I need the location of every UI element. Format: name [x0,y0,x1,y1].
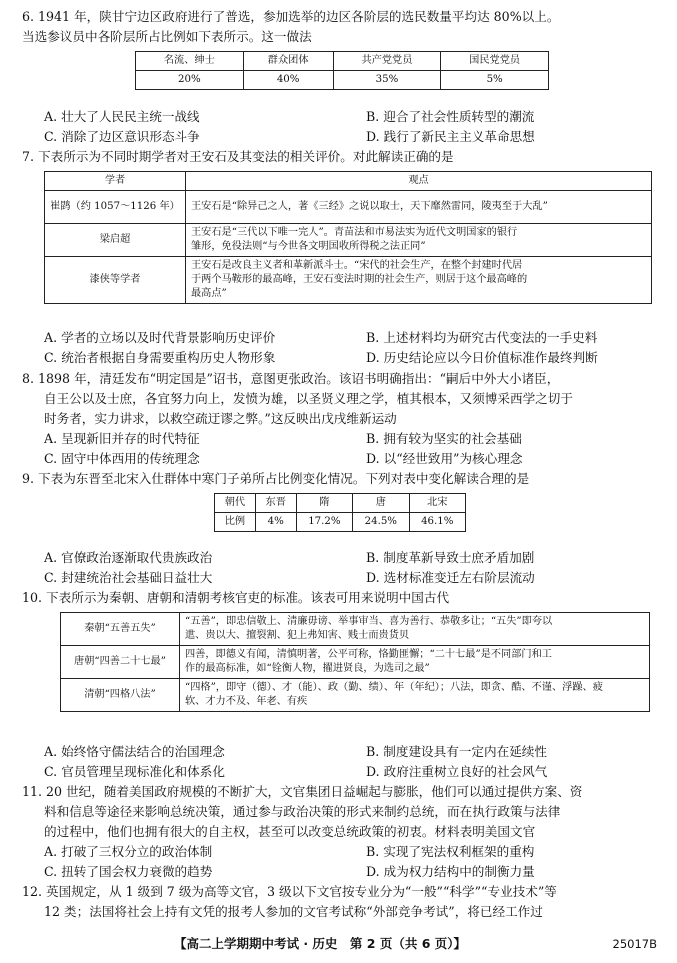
q9-value: 4% [255,513,296,532]
q10-standard-line: 迣、贵以大、擅裂割、犯上弗知害、贱士而贵货贝 [185,630,410,641]
q10-standard-line: “四格”，即守（德）、才（能）、政（勤、绩）、年（年纪）；八法，即贪、酷、不谨、浮躁、疲 [185,682,603,693]
q10-stem-line1: 10. 下表所示为秦朝、唐朝和清朝考核官吏的标准。该表可用来说明中国古代 [22,590,450,605]
footer-exam-code: 25017B [612,937,657,951]
q6-value: 40% [243,71,333,90]
q10-dynasty: 秦朝“五善五失” [61,613,180,646]
q7-header: 学者 [45,172,186,191]
q7-view-line: 雏形，免役法则“与今世各文明国收所得税之法正同” [191,241,426,252]
q6-value: 5% [441,71,549,90]
q10-table [60,612,650,712]
q6-header: 名流、绅士 [136,52,244,71]
q7-table [44,171,652,304]
q6-value: 20% [136,71,244,90]
q11-option-b[interactable]: B. 实现了宪法权利框架的重构 [366,844,535,859]
q9-header: 隋 [296,494,352,513]
q11-option-d[interactable]: D. 成为权力结构中的制衡力量 [366,864,535,879]
q12-stem-line1: 12. 英国规定，从 1 级到 7 级为高等文官，3 级以下文官按专业分为“一般”“科学”“专业技术”等 [22,884,557,899]
q7-stem-line1: 7. 下表所示为不同时期学者对王安石及其变法的相关评价。对此解读正确的是 [22,149,454,164]
q7-scholar: 崔鹍（约 1057～1126 年） [45,191,186,224]
q7-option-a[interactable]: A. 学者的立场以及时代背景影响历史评价 [44,330,276,345]
q9-value: 24.5% [353,513,409,532]
q6-value: 35% [333,71,441,90]
q8-stem-line3: 时务者，实力讲求，以救空疏迂谬之弊。”这反映出戊戌维新运动 [44,411,397,426]
q6-stem-line1: 6. 1941 年，陕甘宁边区政府进行了普选，参加选举的边区各阶层的选民数量平均达 80%以上。 [22,9,560,24]
q11-stem-line3: 的过程中，他们也拥有很大的自主权，甚至可以改变总统政策的初衷。材料表明美国文官 [44,824,536,839]
q11-stem-line1: 11. 20 世纪，随着美国政府规模的不断扩大，文官集团日益崛起与膨胀，他们可以通过提供方案、资 [22,784,583,799]
q7-view-line: 王安石是改良主义者和革新派斗士。“宋代的社会生产，在整个封建时代居 [191,260,523,271]
q9-value: 比例 [215,513,256,532]
q9-option-c[interactable]: C. 封建统治社会基础日益壮大 [44,570,213,585]
q6-header: 国民党党员 [441,52,549,71]
q6-option-b[interactable]: B. 迎合了社会性质转型的潮流 [366,109,535,124]
q10-standard-line: 软、才力不及、年老、有疾 [185,696,308,707]
q8-stem-line2: 自王公以及士庶，各宜努力向上，发愤为雄，以圣贤义理之学，植其根本，又须博采西学之切于 [44,391,573,406]
q11-option-c[interactable]: C. 扭转了国会权力衰微的趋势 [44,864,213,879]
q10-dynasty: 清朝“四格八法” [61,679,180,712]
q11-stem-line2: 料和信息等途径来影响总统决策，通过参与政治决策的形式来制约总统，而在执行政策与法律 [44,804,561,819]
q6-header: 群众团体 [243,52,333,71]
q10-dynasty: 唐朝“四善二十七最” [61,646,180,679]
q7-view-line: 王安石是“三代以下唯一完人”。青苗法和市易法实为近代文明国家的银行 [191,227,518,238]
q6-option-a[interactable]: A. 壮大了人民民主统一战线 [44,109,200,124]
q11-option-a[interactable]: A. 打破了三权分立的政治体制 [44,844,213,859]
q8-option-d[interactable]: D. 以“经世致用”为核心理念 [366,451,523,466]
q6-stem-line2: 当选参议员中各阶层所占比例如下表所示。这一做法 [22,29,312,44]
q10-standard-line: 作的最高标准，如“铨衡人物，擢进贤良，为选司之最” [185,663,430,674]
q9-table [214,493,466,532]
q10-option-d[interactable]: D. 政府注重树立良好的社会风气 [366,764,548,779]
q10-standard-line: 四善，即德义有闻，清慎明著，公平可称，恪勤匪懈；“二十七最”是不同部门和工 [185,649,552,660]
q8-stem-line1: 8. 1898 年，清廷发布“明定国是”诏书，意图更张政治。该诏书明确指出：“嗣后中外大小诸臣， [22,371,560,386]
q9-header: 唐 [353,494,409,513]
footer-page-info: 【高二上学期期中考试 · 历史 第 2 页（共 6 页）】 [173,936,466,951]
q10-option-c[interactable]: C. 官员管理呈现标准化和体系化 [44,764,225,779]
q7-scholar: 梁启超 [45,224,186,257]
q7-view-line: 最高点” [191,288,227,299]
q9-value: 17.2% [296,513,352,532]
q10-option-b[interactable]: B. 制度建设具有一定内在延续性 [366,744,547,759]
q7-option-b[interactable]: B. 上述材料均为研究古代变法的一手史料 [366,330,598,345]
q10-standard-line: “五善”，即忠信敬上、清廉毋谤、举事审当、喜为善行、恭敬多让；“五失”即夸以 [185,616,553,627]
q9-option-d[interactable]: D. 选材标准变迁左右阶层流动 [366,570,535,585]
q12-stem-line2: 12 类；法国将社会上持有文凭的报考人参加的文官考试称“外部竞争考试”，将已经工作过 [44,904,543,919]
q9-value: 46.1% [409,513,465,532]
q7-view-line: 于两个马鞍形的最高峰，王安石变法时期的社会生产，则居于这个最高峰的 [191,274,528,285]
q7-header: 观点 [186,172,652,191]
q10-option-a[interactable]: A. 始终恪守儒法结合的治国理念 [44,744,225,759]
q9-stem-line1: 9. 下表为东晋至北宋入仕群体中寒门子弟所占比例变化情况。下列对表中变化解读合理的是 [22,471,530,486]
q7-option-c[interactable]: C. 统治者根据自身需要重构历史人物形象 [44,350,276,365]
q6-table [135,51,549,90]
q6-option-d[interactable]: D. 践行了新民主主义革命思想 [366,129,535,144]
q9-header: 东晋 [255,494,296,513]
q7-option-d[interactable]: D. 历史结论应以今日价值标准作最终判断 [366,350,598,365]
q9-header: 朝代 [215,494,256,513]
q6-header: 共产党党员 [333,52,441,71]
q7-view-line: 王安石是“除异己之人，著《三经》之说以取士，天下靡然雷同，陵夷至于大乱” [191,201,548,212]
q9-option-b[interactable]: B. 制度革新导致士庶矛盾加剧 [366,550,535,565]
q8-option-b[interactable]: B. 拥有较为坚实的社会基础 [366,431,522,446]
q7-scholar: 漆侠等学者 [45,257,186,304]
q8-option-c[interactable]: C. 固守中体西用的传统理念 [44,451,200,466]
q6-option-c[interactable]: C. 消除了边区意识形态斗争 [44,129,200,144]
q9-option-a[interactable]: A. 官僚政治逐渐取代贵族政治 [44,550,213,565]
q9-header: 北宋 [409,494,465,513]
q8-option-a[interactable]: A. 呈现新旧并存的时代特征 [44,431,200,446]
